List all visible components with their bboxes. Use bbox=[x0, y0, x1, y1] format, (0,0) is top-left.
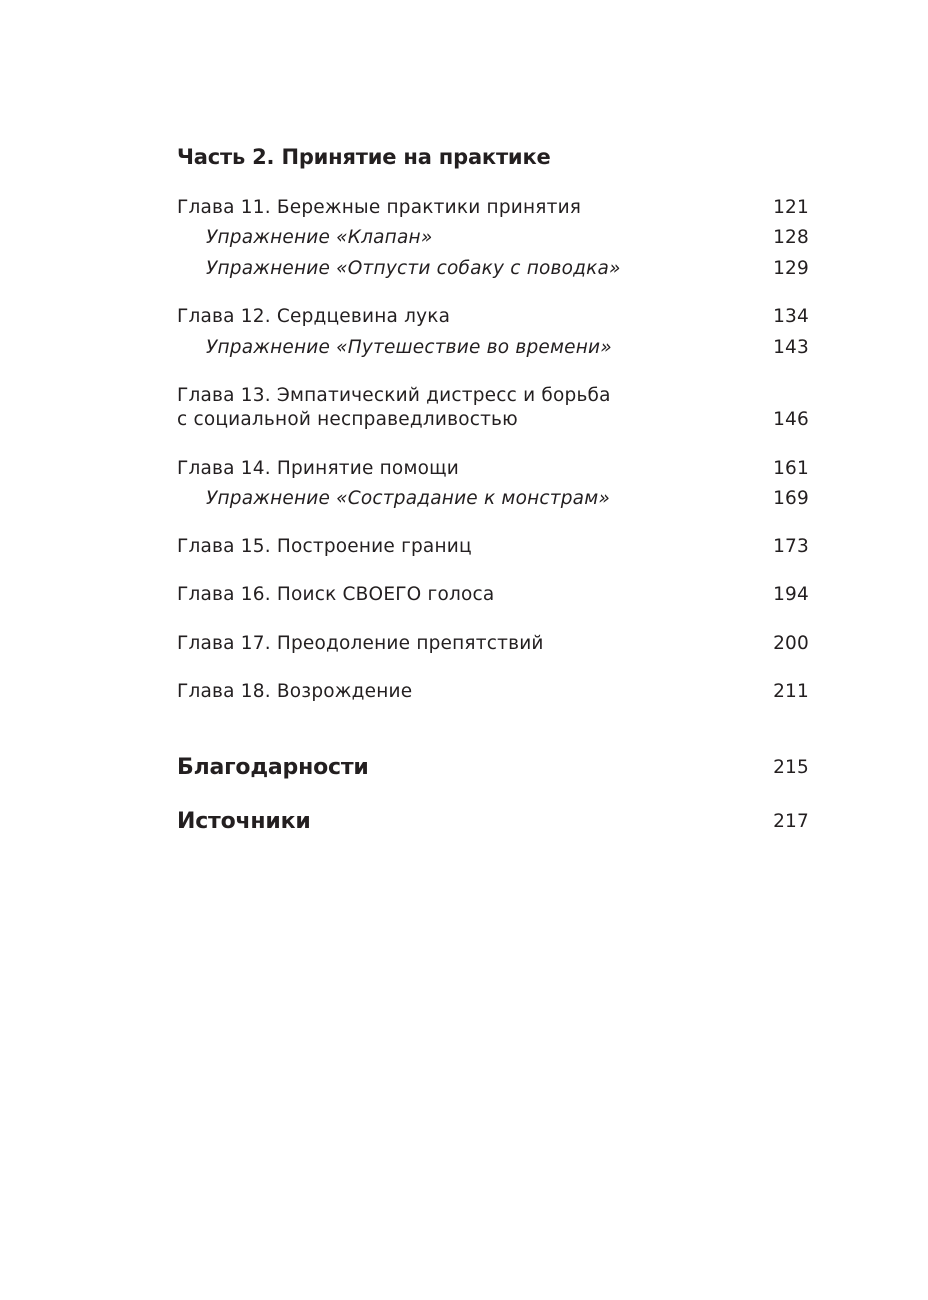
part-heading: Часть 2. Принятие на практике bbox=[177, 145, 551, 169]
toc-entry-exercise-monsters bbox=[177, 487, 809, 511]
toc-entry-page: 134 bbox=[773, 306, 809, 327]
toc-entry-title-line-2: с социальной несправедливостью bbox=[177, 409, 518, 430]
toc-entry-chapter-16 bbox=[177, 583, 809, 607]
toc-entry-page: 200 bbox=[773, 633, 809, 654]
toc-entry-chapter-18 bbox=[177, 680, 809, 704]
toc-entry-page: 194 bbox=[773, 584, 809, 605]
toc-entry-title: Глава 17. Преодоление препятствий bbox=[177, 633, 544, 654]
toc-entry-chapter-17 bbox=[177, 632, 809, 656]
toc-entry-title: Упражнение «Сострадание к монстрам» bbox=[206, 488, 610, 509]
toc-entry-title bbox=[177, 384, 677, 432]
toc-entry-title: Упражнение «Отпусти собаку с поводка» bbox=[206, 258, 621, 279]
toc-entry-chapter-15 bbox=[177, 535, 809, 559]
toc-entry-page: 211 bbox=[773, 681, 809, 702]
toc-page bbox=[177, 0, 809, 1300]
toc-entry-title: Источники bbox=[177, 809, 311, 834]
toc-entry-title-line-1: Глава 13. Эмпатический дистресс и борьба bbox=[177, 385, 611, 406]
toc-entry-page: 169 bbox=[773, 488, 809, 509]
toc-entry-page: 173 bbox=[773, 536, 809, 557]
toc-entry-page: 121 bbox=[773, 197, 809, 218]
toc-entry-page: 161 bbox=[773, 458, 809, 479]
toc-entry-page: 143 bbox=[773, 337, 809, 358]
toc-entry-page: 217 bbox=[773, 811, 809, 832]
toc-entry-title: Глава 11. Бережные практики принятия bbox=[177, 197, 582, 218]
toc-entry-page: 146 bbox=[773, 409, 809, 430]
toc-entry-title: Глава 15. Построение границ bbox=[177, 536, 472, 557]
toc-entry-chapter-12 bbox=[177, 305, 809, 329]
toc-entry-exercise-time-travel bbox=[177, 336, 809, 360]
toc-entry-page: 129 bbox=[773, 258, 809, 279]
toc-entry-exercise-klapan bbox=[177, 226, 809, 250]
toc-entry-title: Глава 16. Поиск СВОЕГО голоса bbox=[177, 584, 495, 605]
toc-entry-page: 215 bbox=[773, 757, 809, 778]
toc-entry-chapter-14 bbox=[177, 457, 809, 481]
toc-entry-chapter-11 bbox=[177, 196, 809, 220]
toc-entry-acknowledgements bbox=[177, 754, 809, 782]
toc-entry-title: Глава 14. Принятие помощи bbox=[177, 458, 459, 479]
toc-entry-chapter-13 bbox=[177, 384, 809, 432]
toc-entry-title: Благодарности bbox=[177, 755, 369, 780]
toc-entry-title: Глава 18. Возрождение bbox=[177, 681, 413, 702]
toc-entry-exercise-dog bbox=[177, 257, 809, 281]
toc-entry-page: 128 bbox=[773, 227, 809, 248]
toc-entry-title: Упражнение «Клапан» bbox=[206, 227, 433, 248]
toc-entry-title: Упражнение «Путешествие во времени» bbox=[206, 337, 612, 358]
toc-entry-sources bbox=[177, 808, 809, 836]
toc-entry-title: Глава 12. Сердцевина лука bbox=[177, 306, 451, 327]
